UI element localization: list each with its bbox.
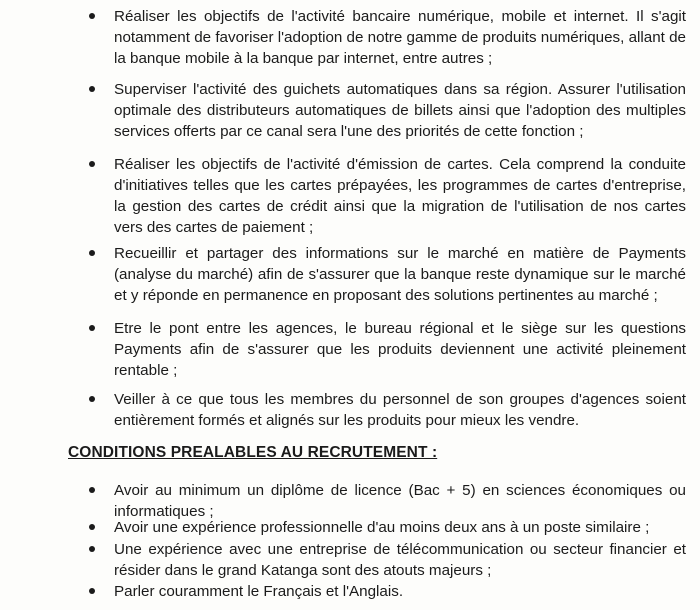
bullet-icon <box>89 487 95 493</box>
bullet-icon <box>89 325 95 331</box>
bullet-icon <box>89 524 95 530</box>
list-item-text: Réaliser les objectifs de l'activité bancaire numérique, mobile et internet. Il s'agit notamment de favoriser l'adoption de notre gamme de produits numériques, allant de la banque mobile à la banque par internet, entre autres ; <box>114 8 686 67</box>
bullet-icon <box>89 588 95 594</box>
list-item-text: Parler couramment le Français et l'Anglais. <box>114 583 404 600</box>
bullet-icon <box>89 396 95 402</box>
list-item-text: Avoir une expérience professionnelle d'au moins deux ans à un poste similaire ; <box>114 519 650 536</box>
section-heading: CONDITIONS PREALABLES AU RECRUTEMENT : <box>68 444 438 461</box>
bullet-icon <box>89 13 95 19</box>
bullet-icon <box>89 250 95 256</box>
list-item-text: Etre le pont entre les agences, le bureau régional et le siège sur les questions Payments afin de s'assurer que les produits deviennent une activité pleinement rentable ; <box>114 320 686 379</box>
list-item-text: Une expérience avec une entreprise de télécommunication ou secteur financier et résider dans le grand Katanga sont des atouts majeurs ; <box>114 541 686 579</box>
bullet-icon <box>89 86 95 92</box>
list-item-text: Réaliser les objectifs de l'activité d'émission de cartes. Cela comprend la conduite d'initiatives telles que les cartes prépayées, les programmes de cartes d'entreprise, la gestion des cartes de crédit ainsi que la migration de l'utilisation de nos cartes vers des cartes de paiement ; <box>114 156 686 236</box>
bullet-icon <box>89 546 95 552</box>
bullet-icon <box>89 161 95 167</box>
list-item-text: Veiller à ce que tous les membres du personnel de son groupes d'agences soient entièrement formés et alignés sur les produits pour mieux les vendre. <box>114 391 686 429</box>
list-item-text: Superviser l'activité des guichets automatiques dans sa région. Assurer l'utilisation optimale des distributeurs automatiques de billets ainsi que l'adoption des multiples services offerts par ce canal sera l'une des priorités de cette fonction ; <box>114 81 686 140</box>
list-item-text: Avoir au minimum un diplôme de licence (Bac + 5) en sciences économiques ou informatiques ; <box>114 482 686 520</box>
list-item-text: Recueillir et partager des informations sur le marché en matière de Payments (analyse du marché) afin de s'assurer que la banque reste dynamique sur le marché et y réponde en permanence en proposant des solutions pertinentes au marché ; <box>114 245 686 304</box>
